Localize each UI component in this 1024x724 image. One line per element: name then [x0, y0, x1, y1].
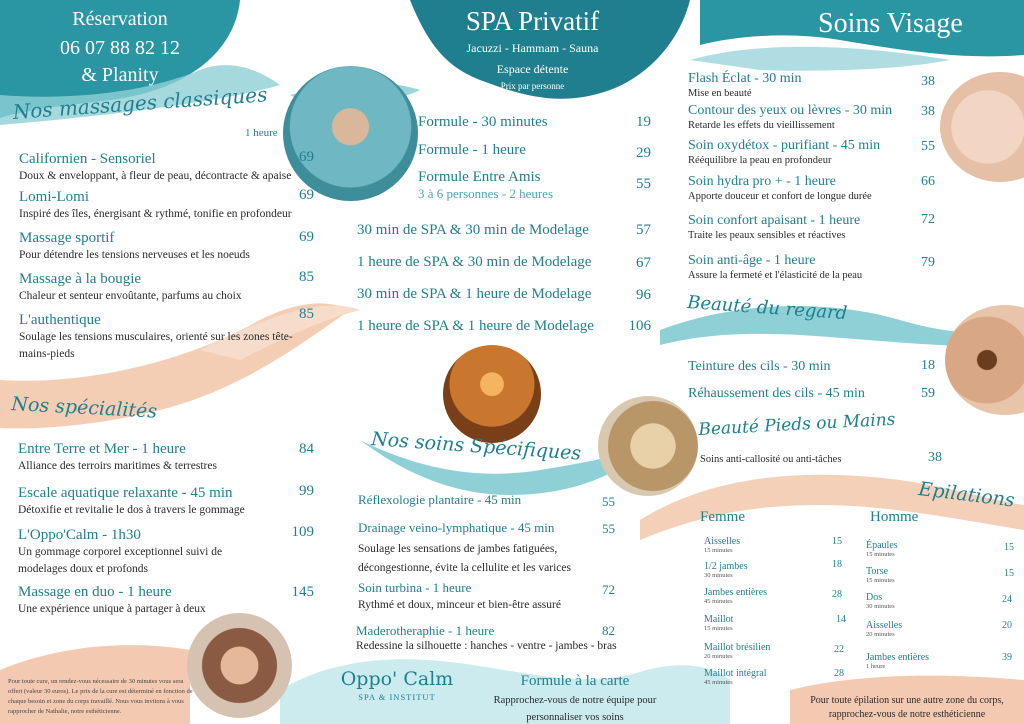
spa-combo-price: 96 [636, 287, 651, 303]
spa-formule-sub: 3 à 6 personnes - 2 heures [418, 186, 554, 201]
specifique-price: 55 [602, 521, 615, 536]
spa-formule-price: 55 [636, 176, 651, 192]
epil-homme-title: Homme [870, 509, 919, 525]
regard-price: 59 [921, 386, 935, 401]
epil-name: Maillot brésilien [704, 642, 771, 653]
epil-price: 20 [1002, 620, 1012, 631]
massage-price: 85 [299, 306, 314, 322]
specifique-price: 55 [602, 494, 615, 509]
epil-femme-item [704, 536, 844, 554]
epil-duration: 20 minutes [866, 631, 895, 638]
epil-name: Aisselles [704, 536, 741, 547]
specifique-price: 72 [602, 582, 615, 597]
epil-price: 14 [836, 614, 846, 625]
epil-price: 39 [1002, 652, 1012, 663]
visage-name: Flash Éclat - 30 min [688, 71, 802, 86]
logo-sub: SPA & INSTITUT [358, 692, 436, 702]
visage-desc: Mise en beauté [688, 88, 752, 99]
reservation-title: Réservation [72, 8, 168, 30]
carte-title: Formule à la carte [520, 673, 630, 689]
epil-price: 15 [832, 536, 842, 547]
epil-homme-item [866, 652, 1016, 670]
specialite-name: Entre Terre et Mer - 1 heure [18, 441, 186, 457]
visage-item [688, 213, 938, 242]
specifique-name: Maderotheraphie - 1 heure [356, 623, 495, 638]
spa-subtitle-2: Espace détente [496, 62, 569, 76]
specialite-price: 109 [291, 524, 314, 540]
wood-tools-photo [598, 396, 698, 496]
visage-price: 72 [921, 212, 935, 227]
regard-section-title: Beauté du regard [686, 292, 848, 325]
cure-note: Pour toute cure, un rendez-vous nécessaire de 30 minutes vous sera offert (valeur 30 euros). Le prix de la cure est déterminé en fonction de chaque besoin et zone du corps travaillé. Nous vous invitons à vous rapprocher de Nathalie, notre esthéticienne. [8, 678, 193, 715]
spa-combo-price: 106 [628, 318, 651, 334]
massage-name: Massage à la bougie [19, 271, 142, 287]
spa-formule-price: 19 [636, 114, 651, 130]
massage-desc: Inspiré des îles, énergisant & rythmé, tonifie en profondeur [19, 208, 292, 220]
visage-item [688, 138, 938, 167]
epil-name: Aisselles [866, 620, 903, 631]
epil-duration: 15 minutes [704, 547, 733, 554]
epil-homme-item [866, 620, 1016, 638]
epil-duration: 45 minutes [704, 679, 733, 686]
spa-combo-price: 57 [636, 222, 651, 238]
specialite-price: 84 [299, 441, 314, 457]
specifique-name: Réflexologie plantaire - 45 min [358, 492, 522, 507]
spa-formule-name: Formule Entre Amis [418, 169, 541, 185]
epil-duration: 30 minutes [866, 603, 895, 610]
massage-price: 85 [299, 269, 314, 285]
visage-price: 66 [921, 174, 935, 189]
epil-duration: 15 minutes [866, 577, 895, 584]
pieds-desc: Soins anti-callosité ou anti-tâches [700, 454, 842, 465]
specialite-item [18, 584, 298, 618]
logo-name: Oppo' Calm [340, 668, 454, 690]
epil-name: Jambes entières [704, 587, 768, 598]
massages-section-title: Nos massages classiques [12, 82, 269, 124]
spa-combo-name: 30 min de SPA & 1 heure de Modelage [357, 286, 592, 302]
spa-subtitle-1: Jacuzzi - Hammam - Sauna [466, 41, 599, 55]
massage-desc: Soulage les tensions musculaires, orienté sur les zones tête-mains-pieds [19, 331, 293, 360]
specifique-desc: Redessine la silhouette : hanches - ventre - jambes - bras [356, 640, 617, 652]
massage-desc: Chaleur et senteur envoûtante, parfums au choix [19, 290, 242, 302]
spa-combo-name: 1 heure de SPA & 1 heure de Modelage [357, 318, 594, 334]
spa-combo-name: 30 min de SPA & 30 min de Modelage [357, 222, 589, 238]
spa-formule-price: 29 [636, 145, 651, 161]
epil-name: 1/2 jambes [704, 561, 748, 572]
massage-name: Lomi-Lomi [19, 189, 89, 205]
epil-duration: 20 minutes [704, 653, 733, 660]
epil-homme-item [866, 540, 1016, 558]
specialite-desc: Détoxifie et revitalie le dos à travers le gommage [18, 504, 245, 516]
epil-name: Dos [866, 592, 883, 603]
sauna-photo [443, 345, 541, 443]
epil-name: Maillot intégral [704, 668, 767, 679]
specialite-name: L'Oppo'Calm - 1h30 [18, 527, 141, 543]
specialite-item [18, 527, 263, 578]
massage-desc: Doux & enveloppant, à fleur de peau, décontracte & apaise [19, 170, 292, 182]
pieds-price: 38 [928, 450, 942, 465]
duo-massage-photo [187, 613, 292, 718]
visage-item [688, 253, 938, 282]
phone-number[interactable]: 06 07 88 82 12 [60, 37, 180, 59]
specifiques-section-title: Nos soins Spécifiques [370, 428, 582, 465]
specialite-desc: Alliance des terroirs maritimes & terrestres [18, 460, 217, 472]
epil-femme-item [704, 561, 844, 579]
visage-name: Soin anti-âge - 1 heure [688, 253, 816, 268]
epil-duration: 15 minutes [866, 551, 895, 558]
specialite-desc: Une expérience unique à partager à deux [18, 603, 206, 615]
massages-duration: 1 heure [245, 127, 278, 139]
epil-price: 24 [1002, 594, 1012, 605]
regard-price: 18 [921, 358, 935, 373]
massage-price: 69 [299, 149, 314, 165]
epil-duration: 30 minutes [704, 572, 733, 579]
visage-price: 38 [921, 104, 935, 119]
epil-price: 22 [834, 644, 844, 655]
massage-name: Californien - Sensoriel [19, 151, 156, 167]
visage-desc: Retarde les effets du vieillissement [688, 120, 835, 131]
visage-item [688, 174, 938, 203]
visage-title: Soins Visage [818, 8, 963, 39]
visage-item [688, 103, 938, 132]
epil-note: Pour toute épilation sur une autre zone du corps, rapprochez-vous de notre esthéticienne [810, 695, 1004, 720]
visage-desc: Apporte douceur et confort de longue durée [688, 191, 872, 202]
specifique-desc: Soulage les sensations de jambes fatiguées, décongestionne, évite la cellulite et les varices [358, 543, 571, 574]
massage-name: Massage sportif [19, 230, 115, 246]
regard-name: Teinture des cils - 30 min [688, 359, 831, 374]
epil-name: Jambes entières [866, 652, 930, 663]
specialite-item [18, 441, 298, 475]
massage-price: 69 [299, 229, 314, 245]
epil-name: Maillot [704, 614, 734, 625]
epil-price: 15 [1004, 568, 1014, 579]
epil-femme-item [704, 614, 844, 632]
specifique-name: Drainage veino-lymphatique - 45 min [358, 520, 555, 535]
specialite-name: Escale aquatique relaxante - 45 min [18, 485, 233, 501]
specialite-desc: Un gommage corporel exceptionnel suivi de modelages doux et profonds [18, 546, 223, 575]
specialite-name: Massage en duo - 1 heure [18, 584, 172, 600]
epil-femme-title: Femme [700, 509, 745, 525]
epil-price: 28 [834, 668, 844, 679]
epil-femme-item [704, 587, 844, 605]
spa-title: SPA Privatif [465, 6, 600, 36]
specialite-price: 145 [291, 584, 314, 600]
epil-femme-item [704, 668, 844, 686]
epil-price: 28 [832, 589, 842, 600]
massage-name: L'authentique [19, 312, 101, 328]
spa-subtitle-3: Prix par personne [500, 81, 565, 91]
epil-homme-item [866, 566, 1016, 584]
visage-item [688, 71, 938, 100]
epil-name: Épaules [866, 540, 898, 551]
pieds-section-title: Beauté Pieds ou Mains [698, 409, 896, 440]
visage-price: 55 [921, 139, 935, 154]
specialite-item [18, 485, 298, 519]
visage-desc: Assure la fermeté et l'élasticité de la peau [688, 270, 863, 281]
visage-price: 38 [921, 74, 935, 89]
visage-name: Contour des yeux ou lèvres - 30 min [688, 103, 893, 118]
planity-link[interactable]: & Planity [81, 64, 159, 86]
epil-price: 15 [1004, 542, 1014, 553]
visage-name: Soin hydra pro + - 1 heure [688, 174, 836, 189]
epil-duration: 15 minutes [704, 625, 733, 632]
epil-homme-item [866, 592, 1016, 610]
specifique-price: 82 [602, 623, 615, 638]
spa-combo-name: 1 heure de SPA & 30 min de Modelage [357, 254, 592, 270]
epil-name: Torse [866, 566, 889, 577]
epil-duration: 1 heure [866, 663, 886, 670]
visage-name: Soin oxydétox - purifiant - 45 min [688, 138, 881, 153]
epil-duration: 45 minutes [704, 598, 733, 605]
spa-formule-name: Formule - 1 heure [418, 142, 526, 158]
specialites-section-title: Nos spécialités [10, 393, 158, 423]
epil-femme-item [704, 642, 844, 660]
specifique-desc: Rythmé et doux, minceur et bien-être assuré [358, 599, 561, 611]
visage-desc: Traite les peaux sensibles et réactives [688, 230, 846, 241]
regard-name: Réhaussement des cils - 45 min [688, 386, 865, 401]
massage-item [19, 312, 309, 363]
spa-formule-name: Formule - 30 minutes [418, 114, 548, 130]
visage-name: Soin confort apaisant - 1 heure [688, 213, 861, 228]
specifique-name: Soin turbina - 1 heure [358, 580, 472, 595]
logo [322, 668, 472, 702]
visage-desc: Rééquilibre la peau en profondeur [688, 155, 832, 166]
spa-combo-price: 67 [636, 255, 651, 271]
epil-price: 18 [832, 559, 842, 570]
carte-text: Rapprochez-vous de notre équipe pour personnaliser vos soins [493, 695, 657, 723]
massage-price: 69 [299, 187, 314, 203]
massage-desc: Pour détendre les tensions nerveuses et les noeuds [19, 249, 250, 261]
epilations-section-title: Epilations [917, 478, 1016, 512]
visage-price: 79 [921, 255, 935, 270]
specialite-price: 99 [299, 483, 314, 499]
